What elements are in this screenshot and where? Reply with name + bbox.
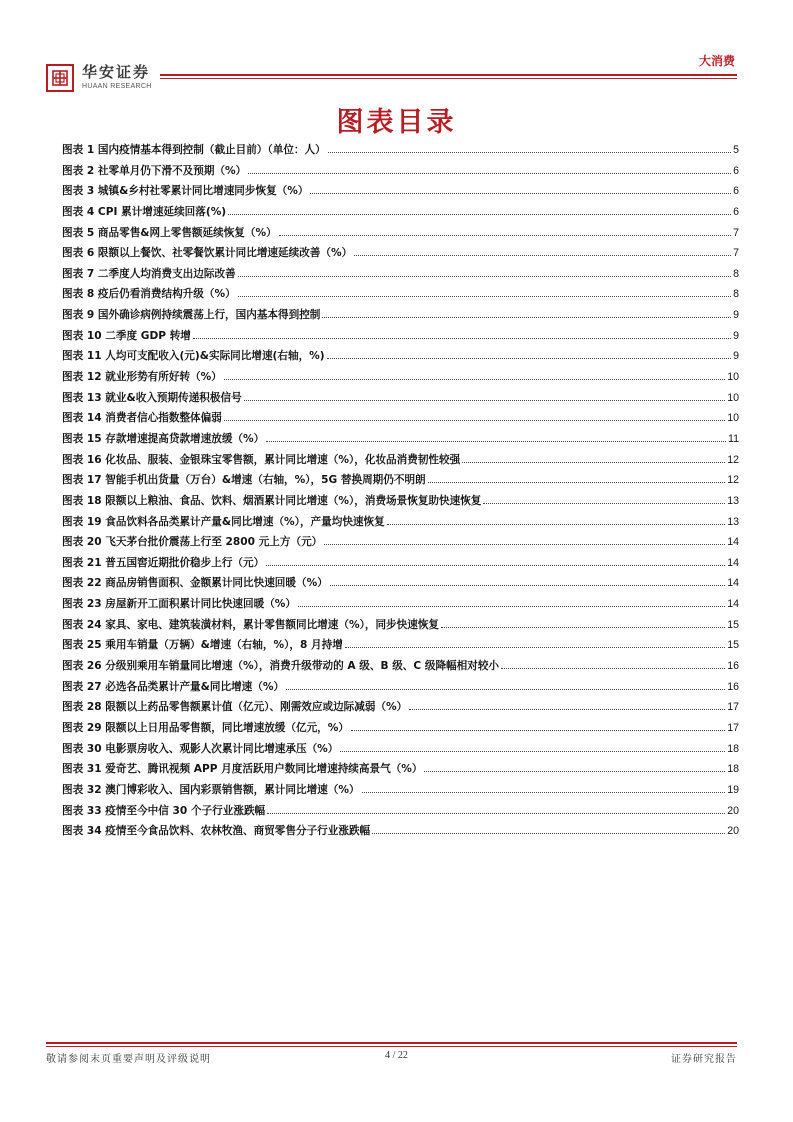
- toc-leader-dots: [224, 379, 725, 380]
- toc-leader-dots: [428, 482, 726, 483]
- toc-entry[interactable]: [62, 369, 739, 390]
- toc-entry-label: 图表 8 疫后仍看消费结构升级（%）: [62, 288, 236, 301]
- toc-entry[interactable]: [62, 617, 739, 638]
- toc-leader-dots: [362, 792, 726, 793]
- toc-entry-page: 16: [727, 680, 739, 693]
- toc-entry-page: 6: [733, 205, 739, 218]
- toc-leader-dots: [322, 317, 731, 318]
- toc-entry-page: 15: [727, 618, 739, 631]
- toc-entry-label: 图表 15 存款增速提高贷款增速放缓（%）: [62, 432, 265, 445]
- toc-entry-page: 9: [733, 329, 739, 342]
- toc-entry-page: 18: [727, 763, 739, 776]
- toc-entry-label: 图表 19 食品饮料各品类累计产量&同比增速（%），产量均快速恢复: [62, 515, 385, 528]
- toc-leader-dots: [501, 668, 725, 669]
- toc-entry[interactable]: [62, 452, 739, 473]
- toc-entry[interactable]: [62, 761, 739, 782]
- toc-leader-dots: [441, 627, 725, 628]
- toc-leader-dots: [351, 730, 725, 731]
- toc-entry-label: 图表 16 化妆品、服装、金银珠宝零售额，累计同比增速（%），化妆品消费韧性较强: [62, 453, 461, 466]
- toc-entry[interactable]: [62, 534, 739, 555]
- toc-entry[interactable]: [62, 410, 739, 431]
- toc-entry-page: 17: [727, 721, 739, 734]
- toc-entry-label: 图表 7 二季度人均消费支出边际改善: [62, 267, 236, 280]
- toc-entry[interactable]: [62, 348, 739, 369]
- toc-leader-dots: [327, 358, 731, 359]
- toc-entry[interactable]: [62, 658, 739, 679]
- toc-entry-page: 13: [727, 494, 739, 507]
- toc-entry[interactable]: [62, 225, 739, 246]
- toc-entry-label: 图表 12 就业形势有所好转（%）: [62, 371, 222, 384]
- toc-entry-page: 18: [727, 742, 739, 755]
- toc-entry-page: 10: [727, 371, 739, 384]
- document-type: 证券研究报告: [671, 1054, 737, 1065]
- toc-leader-dots: [310, 193, 731, 194]
- toc-leader-dots: [248, 173, 731, 174]
- footer-disclaimer: 敬请参阅末页重要声明及评级说明: [46, 1054, 211, 1065]
- toc-entry-label: 图表 32 澳门博彩收入、国内彩票销售额，累计同比增速（%）: [62, 783, 360, 796]
- toc-entry[interactable]: [62, 204, 739, 225]
- toc-leader-dots: [462, 462, 725, 463]
- toc-leader-dots: [228, 214, 731, 215]
- toc-entry-label: 图表 14 消费者信心指数整体偏弱: [62, 412, 222, 425]
- toc-entry-label: 图表 24 家具、家电、建筑装潢材料，累计零售额同比增速（%），同步快速恢复: [62, 618, 440, 631]
- toc-entry-page: 7: [733, 247, 739, 260]
- toc-entry-page: 20: [727, 825, 739, 838]
- toc-entry-page: 8: [733, 288, 739, 301]
- toc-entry-label: 图表 13 就业&收入预期传递积极信号: [62, 391, 242, 404]
- toc-entry-label: 图表 20 飞天茅台批价震荡上行至 2800 元上方（元）: [62, 536, 323, 549]
- toc-entry[interactable]: [62, 555, 739, 576]
- toc-entry-label: 图表 5 商品零售&网上零售额延续恢复（%）: [62, 226, 277, 239]
- toc-entry-label: 图表 30 电影票房收入、观影人次累计同比增速承压（%）: [62, 742, 339, 755]
- toc-entry[interactable]: [62, 390, 739, 411]
- toc-leader-dots: [266, 565, 725, 566]
- toc-entry-page: 7: [733, 226, 739, 239]
- toc-entry-label: 图表 18 限额以上粮油、食品、饮料、烟酒累计同比增速（%），消费场景恢复助快速恢复: [62, 494, 482, 507]
- toc-entry[interactable]: [62, 245, 739, 266]
- toc-leader-dots: [238, 276, 731, 277]
- toc-leader-dots: [279, 235, 731, 236]
- header-rule: [160, 74, 737, 76]
- footer-rule-thin: [46, 1046, 737, 1047]
- toc-leader-dots: [224, 420, 725, 421]
- toc-entry[interactable]: [62, 699, 739, 720]
- toc-entry-label: 图表 29 限额以上日用品零售额，同比增速放缓（亿元，%）: [62, 721, 349, 734]
- toc-entry-page: 13: [727, 515, 739, 528]
- toc-leader-dots: [387, 524, 726, 525]
- toc-entry[interactable]: [62, 163, 739, 184]
- toc-entry-page: 5: [733, 144, 739, 156]
- toc-leader-dots: [324, 544, 725, 545]
- toc-entry-page: 9: [733, 350, 739, 363]
- toc-leader-dots: [267, 813, 725, 814]
- toc-entry-page: 6: [733, 185, 739, 198]
- toc-entry[interactable]: [62, 514, 739, 535]
- sector-label: 大消费: [698, 54, 735, 68]
- toc-entry-page: 19: [727, 783, 739, 796]
- toc-leader-dots: [298, 606, 725, 607]
- toc-leader-dots: [372, 833, 725, 834]
- toc-entry-page: 12: [727, 453, 739, 466]
- toc-entry[interactable]: [62, 266, 739, 287]
- toc-entry-label: 图表 4 CPI 累计增速延续回落(%): [62, 205, 227, 218]
- toc-entry-label: 图表 9 国外确诊病例持续震荡上行，国内基本得到控制: [62, 309, 321, 322]
- toc-entry-page: 20: [727, 804, 739, 817]
- toc-entry-label: 图表 33 疫情至今中信 30 个子行业涨跌幅: [62, 804, 266, 817]
- toc-entry[interactable]: [62, 286, 739, 307]
- toc-entry-label: 图表 21 普五国窖近期批价稳步上行（元）: [62, 556, 265, 569]
- toc-entry[interactable]: [62, 741, 739, 762]
- toc-entry-page: 8: [733, 267, 739, 280]
- toc-entry-label: 图表 17 智能手机出货量（万台）&增速（右轴，%），5G 替换周期仍不明朗: [62, 474, 426, 487]
- footer-rule: [46, 1042, 737, 1044]
- toc-entry-label: 图表 11 人均可支配收入(元)&实际同比增速(右轴，%): [62, 350, 325, 363]
- toc-entry[interactable]: [62, 142, 739, 163]
- toc-entry[interactable]: [62, 720, 739, 741]
- toc-leader-dots: [345, 647, 725, 648]
- toc-entry-page: 17: [727, 701, 739, 714]
- toc-leader-dots: [354, 255, 731, 256]
- toc-entry[interactable]: [62, 679, 739, 700]
- toc-entry-label: 图表 23 房屋新开工面积累计同比快速回暖（%）: [62, 598, 297, 611]
- toc-entry-page: 14: [727, 536, 739, 549]
- toc-entry[interactable]: [62, 637, 739, 658]
- toc-entry-label: 图表 10 二季度 GDP 转增: [62, 329, 191, 342]
- toc-entry-page: 6: [733, 164, 739, 177]
- toc-entry[interactable]: [62, 782, 739, 803]
- toc-entry[interactable]: [62, 803, 739, 824]
- toc-leader-dots: [244, 400, 726, 401]
- toc-entry-page: 10: [727, 391, 739, 404]
- toc-entry[interactable]: [62, 307, 739, 328]
- toc-entry-label: 图表 34 疫情至今食品饮料、农林牧渔、商贸零售分子行业涨跌幅: [62, 825, 371, 838]
- toc-leader-dots: [238, 296, 731, 297]
- toc-entry-label: 图表 22 商品房销售面积、金额累计同比快速回暖（%）: [62, 577, 328, 590]
- toc-entry[interactable]: [62, 472, 739, 493]
- toc-entry[interactable]: [62, 183, 739, 204]
- toc-entry-label: 图表 6 限额以上餐饮、社零餐饮累计同比增速延续改善（%）: [62, 247, 353, 260]
- toc-entry-label: 图表 26 分级别乘用车销量同比增速（%），消费升级带动的 A 级、B 级、C 级降幅相对较小: [62, 660, 500, 673]
- toc-leader-dots: [328, 152, 731, 153]
- toc-list: [62, 142, 739, 844]
- toc-entry-label: 图表 27 必选各品类累计产量&同比增速（%）: [62, 680, 285, 693]
- toc-entry-page: 16: [727, 660, 739, 673]
- toc-entry-page: 14: [727, 598, 739, 611]
- toc-entry[interactable]: [62, 596, 739, 617]
- toc-leader-dots: [330, 585, 725, 586]
- toc-entry-label: 图表 3 城镇&乡村社零累计同比增速同步恢复（%）: [62, 185, 309, 198]
- toc-title: 图表目录: [336, 107, 457, 138]
- toc-entry-page: 14: [727, 556, 739, 569]
- toc-entry-page: 9: [733, 309, 739, 322]
- toc-entry-page: 11: [728, 432, 739, 445]
- seal-icon: [50, 68, 70, 88]
- toc-leader-dots: [193, 338, 731, 339]
- huaan-logo: [46, 64, 74, 92]
- toc-leader-dots: [286, 689, 725, 690]
- toc-entry-label: 图表 1 国内疫情基本得到控制（截止目前）（单位：人）: [62, 144, 326, 156]
- toc-leader-dots: [483, 503, 725, 504]
- header-rule-thin: [160, 78, 737, 79]
- toc-leader-dots: [340, 751, 725, 752]
- toc-entry-label: 图表 2 社零单月仍下滑不及预期（%）: [62, 164, 247, 177]
- toc-leader-dots: [424, 771, 725, 772]
- brand-name-english: HUAAN RESEARCH: [82, 83, 152, 90]
- toc-entry-page: 15: [727, 639, 739, 652]
- toc-leader-dots: [409, 709, 725, 710]
- page-indicator: 4 / 22: [385, 1050, 408, 1061]
- toc-entry-label: 图表 25 乘用车销量（万辆）&增速（右轴，%），8 月持增: [62, 639, 343, 652]
- toc-entry[interactable]: [62, 823, 739, 844]
- toc-entry[interactable]: [62, 328, 739, 349]
- toc-entry-page: 10: [727, 412, 739, 425]
- toc-entry[interactable]: [62, 575, 739, 596]
- toc-entry[interactable]: [62, 493, 739, 514]
- toc-entry-page: 12: [727, 474, 739, 487]
- toc-entry-page: 14: [727, 577, 739, 590]
- brand-name: 华安证券: [82, 63, 151, 81]
- toc-entry-label: 图表 31 爱奇艺、腾讯视频 APP 月度活跃用户数同比增速持续高景气（%）: [62, 763, 423, 776]
- toc-leader-dots: [266, 441, 726, 442]
- toc-entry-label: 图表 28 限额以上药品零售额累计值（亿元）、刚需效应或边际减弱（%）: [62, 701, 408, 714]
- toc-entry[interactable]: [62, 431, 739, 452]
